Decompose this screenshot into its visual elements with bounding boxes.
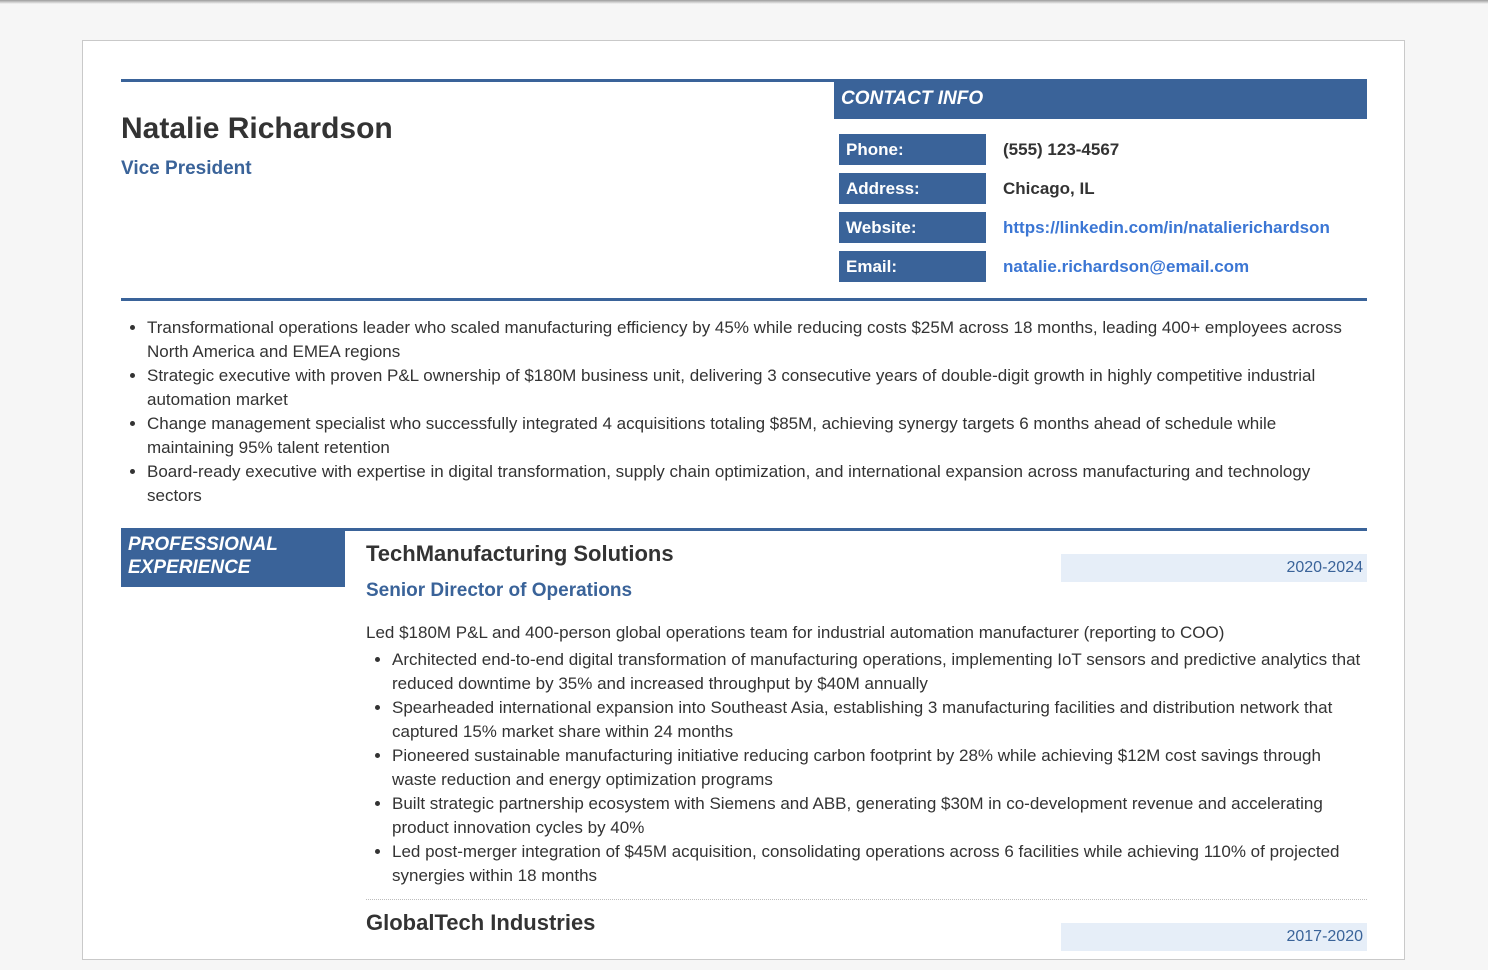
job-dates: 2017-2020 <box>1061 923 1367 951</box>
address-label: Address: <box>839 173 986 204</box>
job-entry <box>366 541 1367 891</box>
resume-header <box>121 79 1367 301</box>
contact-info-panel <box>834 79 1367 276</box>
resume-page <box>82 40 1405 960</box>
website-link[interactable]: https://linkedin.com/in/natalierichardson <box>1003 218 1330 237</box>
job-bullet-list <box>366 648 1367 888</box>
phone-value: (555) 123-4567 <box>1003 140 1120 159</box>
summary-item: • Board-ready executive with expertise in digital transformation, supply chain optimization, and international expansion across manufacturing and technology sectors <box>147 460 1367 508</box>
job-bullet: • Pioneered sustainable manufacturing initiative reducing carbon footprint by 28% while achieving $12M cost savings through waste reduction and energy optimization programs <box>392 744 1367 792</box>
contact-info-heading: CONTACT INFO <box>834 79 1367 119</box>
email-link[interactable]: natalie.richardson@email.com <box>1003 257 1250 276</box>
company-name: TechManufacturing Solutions <box>366 541 674 566</box>
website-label: Website: <box>839 212 986 243</box>
contact-row-address <box>839 173 1367 204</box>
job-bullet: • Architected end-to-end digital transformation of manufacturing operations, implementing IoT sensors and predictive analytics that reduced downtime by 35% and increased throughput by $40M annually <box>392 648 1367 696</box>
candidate-title: Vice President <box>121 158 252 179</box>
contact-row-website <box>839 212 1367 243</box>
candidate-name: Natalie Richardson <box>121 112 393 145</box>
contact-row-phone <box>839 134 1367 165</box>
window-top-shadow <box>0 0 1488 4</box>
contact-row-email <box>839 251 1367 282</box>
job-dates: 2020-2024 <box>1061 554 1367 582</box>
job-role: Senior Director of Operations <box>366 580 633 601</box>
job-divider <box>366 899 1367 900</box>
job-bullet: • Led post-merger integration of $45M acquisition, consolidating operations across 6 facilities while achieving 110% of projected synergies within 18 months <box>392 840 1367 888</box>
job-entry <box>366 910 1367 970</box>
summary-list <box>121 316 1367 508</box>
address-value: Chicago, IL <box>1003 179 1095 198</box>
job-bullet: • Spearheaded international expansion into Southeast Asia, establishing 3 manufacturing facilities and distribution network that captured 15% market share within 24 months <box>392 696 1367 744</box>
experience-heading: PROFESSIONAL EXPERIENCE <box>121 529 345 587</box>
phone-label: Phone: <box>839 134 986 165</box>
job-bullet: • Built strategic partnership ecosystem with Siemens and ABB, generating $30M in co-development revenue and accelerating product innovation cycles by 40% <box>392 792 1367 840</box>
company-name: GlobalTech Industries <box>366 910 596 935</box>
summary-item: • Transformational operations leader who scaled manufacturing efficiency by 45% while reducing costs $25M across 18 months, leading 400+ employees across North America and EMEA regions <box>147 316 1367 364</box>
job-description: Led $180M P&L and 400-person global operations team for industrial automation manufacturer (reporting to COO) <box>366 623 1225 642</box>
summary-item: • Change management specialist who successfully integrated 4 acquisitions totaling $85M, achieving synergy targets 6 months ahead of schedule while maintaining 95% talent retention <box>147 412 1367 460</box>
email-label: Email: <box>839 251 986 282</box>
summary-item: • Strategic executive with proven P&L ownership of $180M business unit, delivering 3 consecutive years of double-digit growth in highly competitive industrial automation market <box>147 364 1367 412</box>
